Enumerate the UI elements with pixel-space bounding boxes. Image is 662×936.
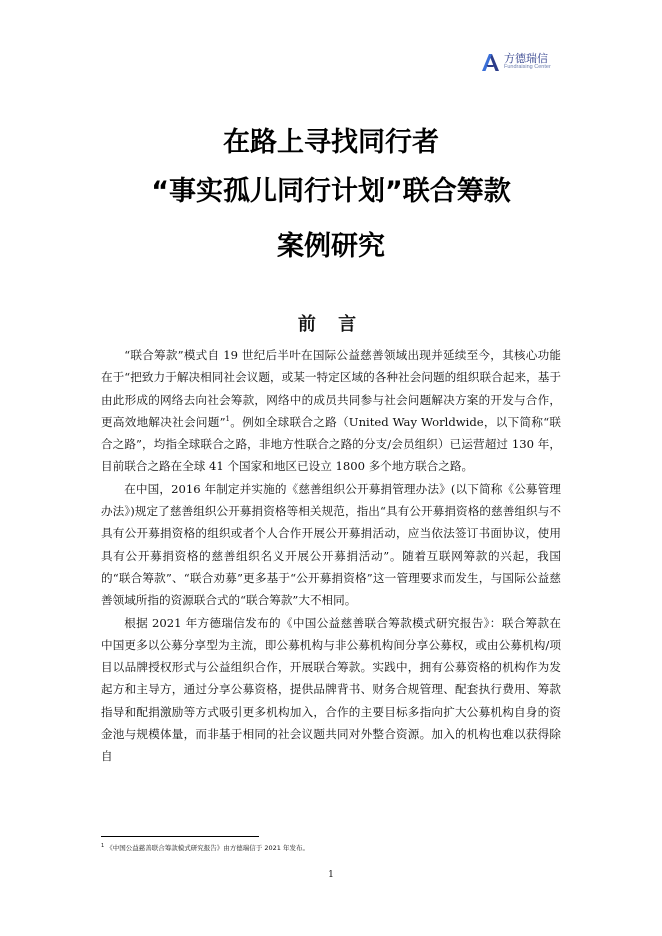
preface-heading: 前 言: [297, 314, 365, 335]
logo-english-name: Fundraising Center: [504, 64, 551, 70]
brand-logo: [481, 53, 551, 71]
footnote-reference[interactable]: 1: [225, 415, 230, 424]
title-line-3: 案例研究: [277, 231, 385, 262]
page-number: 1: [328, 870, 334, 880]
paragraph-1-text: “联合筹款”模式自 19 世纪后半叶在国际公益慈善领域出现并延续至今，其核心功能在于“把致力于解决相同社会议题，或某一特定区域的各种社会问题的组织联合起来，基于由此形成的网络去向社会筹款，网络中的成员共同参与社会问题解决方案的开发与合作，更高效地解决社会问题”: [101, 348, 561, 429]
footnote-text: 《中国公益慈善联合筹款模式研究报告》由方德瑞信于 2021 年发布。: [106, 844, 309, 852]
paragraph-2: 在中国，2016 年制定并实施的《慈善组织公开募捐管理办法》(以下简称《公募管理办法》)规定了慈善组织公开募捐资格等相关规范，指出“具有公开募捐资格的慈善组织与不具有公开募捐资格的组织或者个人合作开展公开募捐活动，应当依法签订书面协议，使用具有公开募捐资格的慈善组织名义开展公开募捐活动”。随着互联网筹款的兴起，我国的“联合筹款”、“联合劝募”更多基于“公开募捐资格”这一管理要求而发生，与国际公益慈善领域所指的资源联合式的“联合筹款”大不相同。: [101, 481, 561, 608]
title-line-2: “事实孤儿同行计划”联合筹款: [151, 176, 511, 207]
body-text: [101, 344, 561, 768]
footnote-divider: [101, 836, 259, 837]
footnote-number: 1: [101, 842, 105, 849]
paragraph-3: 根据 2021 年方德瑞信发布的《中国公益慈善联合筹款模式研究报告》：联合筹款在中国更多以公募分享型为主流，即公募机构与非公募机构间分享公募权，或由公募机构/项目以品牌授权形式与公益组织合作，开展联合筹款。实践中，拥有公募资格的机构作为发起方和主导方，通过分享公募资格，提供品牌背书、财务合规管理、配套执行费用、筹款指导和配捐激励等方式吸引更多机构加入，合作的主要目标多指向扩大公募机构自身的资金池与规模体量，而非基于相同的社会议题共同对外整合资源。加入的机构也难以获得除自: [101, 615, 561, 764]
logo-chinese-name: 方德瑞信: [504, 52, 548, 65]
paragraph-1: [101, 344, 561, 478]
title-line-1: 在路上寻找同行者: [223, 127, 439, 158]
fundraising-center-logo-icon: [481, 54, 500, 71]
footnote: [101, 843, 309, 852]
paragraph-1-continued: 。例如全球联合之路（United Way Worldwide，以下简称“联合之路”，均指全球联合之路，非地方性联合之路的分支/会员组织）已运营超过 130 年，目前联合之路在全球 41 个国家和地区已设立 1800 多个地方联合之路。: [101, 414, 561, 474]
